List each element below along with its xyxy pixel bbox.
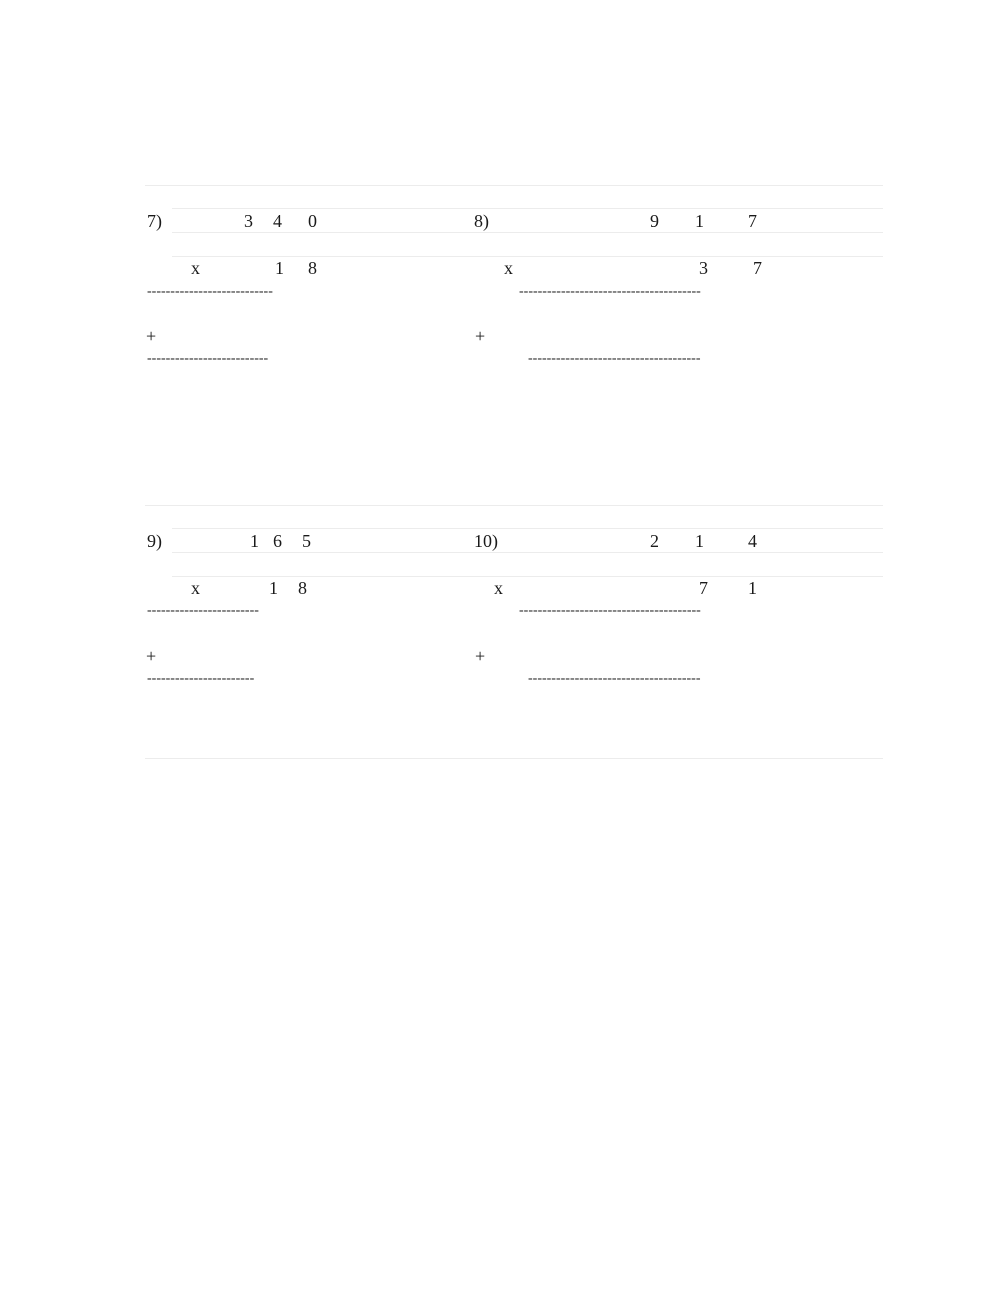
plus-sign: + [146,646,157,666]
times-sign: x [494,578,503,598]
answer-rule: ------------------------------------- [528,351,701,366]
rule-line [172,552,883,553]
answer-rule: --------------------------------------- [519,603,701,618]
answer-rule: ------------------------------------- [528,671,701,686]
rule-line [172,208,883,209]
multiplicand-digit: 2 [650,531,659,551]
multiplicand-digit: 1 [695,211,704,231]
plus-sign: + [146,326,157,346]
multiplier-digit: 3 [699,258,708,278]
answer-rule: -------------------------- [147,351,269,366]
rule-line [145,185,883,186]
multiplier-digit: 7 [699,578,708,598]
problem-number: 9) [147,531,162,551]
rule-line [145,758,883,759]
multiplier-digit: 1 [275,258,284,278]
multiplicand-digit: 0 [308,211,317,231]
multiplicand-digit: 6 [273,531,282,551]
times-sign: x [191,578,200,598]
plus-sign: + [475,326,486,346]
multiplicand-digit: 3 [244,211,253,231]
answer-rule: ------------------------ [147,603,259,618]
rule-line [172,576,883,577]
multiplicand-digit: 4 [748,531,757,551]
answer-rule: ----------------------- [147,671,255,686]
multiplier-digit: 7 [753,258,762,278]
rule-line [172,232,883,233]
plus-sign: + [475,646,486,666]
multiplicand-digit: 4 [273,211,282,231]
multiplicand-digit: 1 [695,531,704,551]
answer-rule: --------------------------------------- [519,284,701,299]
multiplier-digit: 8 [308,258,317,278]
multiplier-digit: 1 [269,578,278,598]
multiplicand-digit: 5 [302,531,311,551]
problem-number: 8) [474,211,489,231]
problem-number: 7) [147,211,162,231]
multiplicand-digit: 9 [650,211,659,231]
rule-line [172,528,883,529]
rule-line [145,505,883,506]
multiplicand-digit: 7 [748,211,757,231]
problem-number: 10) [474,531,498,551]
multiplier-digit: 1 [748,578,757,598]
times-sign: x [504,258,513,278]
multiplicand-digit: 1 [250,531,259,551]
multiplier-digit: 8 [298,578,307,598]
rule-line [172,256,883,257]
times-sign: x [191,258,200,278]
answer-rule: --------------------------- [147,284,273,299]
